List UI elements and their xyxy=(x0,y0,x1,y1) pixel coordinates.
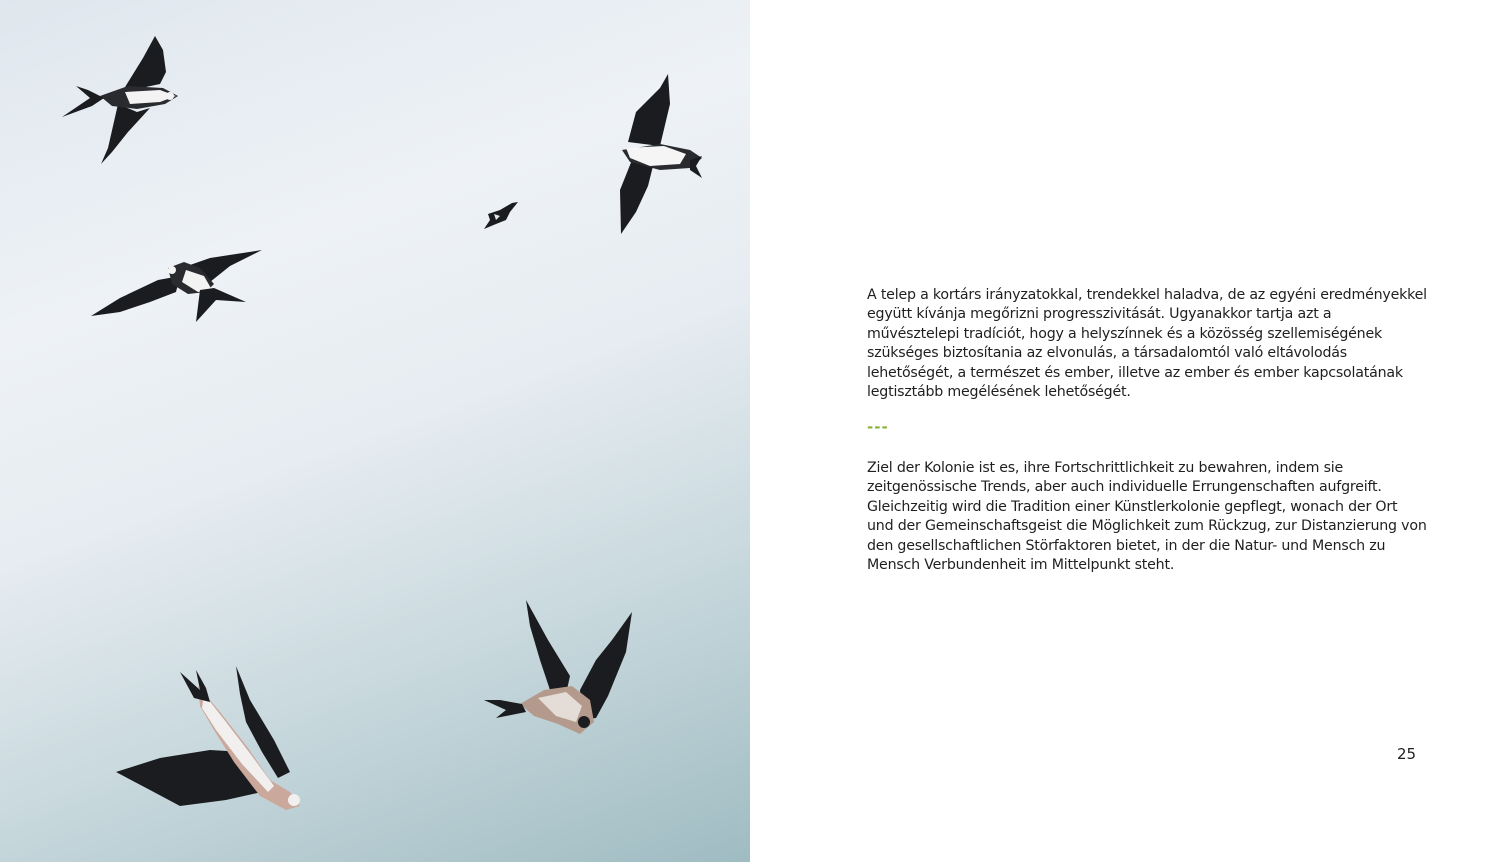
swallow-bird-2 xyxy=(620,74,702,234)
swallow-bird-6 xyxy=(484,600,632,734)
section-divider: --- xyxy=(867,418,889,436)
hungarian-paragraph: A telep a kortárs irányzatokkal, trendekkel haladva, de az egyéni eredményekkel együtt kívánja megőrizni progresszivitását. Ugyanakkor tartja azt a művésztelepi tradíciót, hogy a helyszínnek és a közösség szellemiségének szükséges biztosítania az elvonulás, a társadalomtól való eltávolodás lehetőségét, a természet és ember, illetve az ember és ember kapcsolatának legtisztább megélésének lehetőségét. xyxy=(867,287,1427,401)
text-page xyxy=(750,0,1500,862)
swallow-bird-4 xyxy=(91,250,262,322)
german-paragraph: Ziel der Kolonie ist es, ihre Fortschrittlichkeit zu bewahren, indem sie zeitgenössische Trends, aber auch individuelle Errungenschaften aufgreift. Gleichzeitig wird die Tradition einer Künstlerkolonie gepflegt, wonach der Ort und der Gemeinschaftsgeist die Möglichkeit zum Rückzug, zur Distanzierung von den gesellschaftlichen Störfaktoren bietet, in der die Natur- und Mensch zu Mensch Verbundenheit im Mittelpunkt steht. xyxy=(867,460,1427,574)
swallow-bird-5 xyxy=(116,666,300,810)
page-number: 25 xyxy=(1397,745,1417,763)
swallow-bird-1 xyxy=(62,36,178,164)
swallow-bird-3 xyxy=(484,202,518,229)
